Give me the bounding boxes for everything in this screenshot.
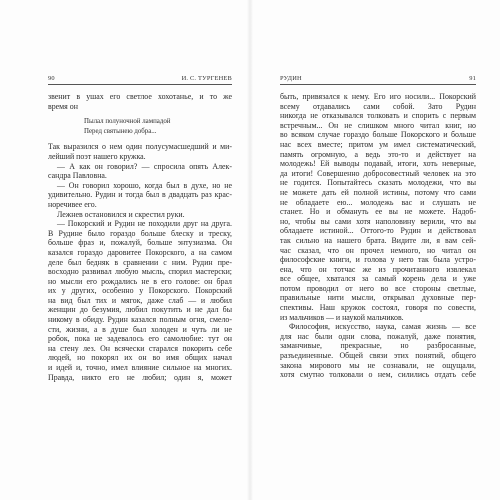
text-line: лейший поэт нашего кружка. [48,151,146,161]
text-line: сти, жизни, а в душе был холоден и чуть ли не [48,324,232,334]
right-page [250,0,500,500]
text-line: никому в обиду. Рудин казался полным огня, смело- [48,315,232,325]
text-line: никогда не отказывался толковать и спорить с первым [280,111,476,121]
text-line: заманчивые, прекрасные, но разбросанные, [280,341,476,351]
text-line: правильные нити мысли, открывал духовные пер- [280,293,476,303]
text-line: — Покорский и Рудин не походили друг на друга. [57,219,232,229]
running-title: РУДИН [280,75,302,82]
left-page-header [48,74,232,88]
text-line: робок, пока не задевалось его самолюбие: тут он [48,334,232,344]
text-line: сандра Павловна. [48,171,107,181]
page-number: 90 [48,75,55,82]
text-line: время он [48,101,78,111]
text-line: обладаете истиной... Оттого-то Рудин и действовал [280,226,476,236]
text-line: В Рудине было гораздо больше блеску и треску, [48,228,232,238]
left-page-text [48,92,232,382]
text-line: Так выразился о нем один полусумасшедший и ми- [48,142,232,152]
text-line: их у других, особенно у Покорского. Покорский [48,286,232,296]
text-line: звенит в ушах его светлое хохотанье, и то же [48,92,232,101]
text-line: но мысли его рождались не в его голове: он брал [48,276,232,286]
text-line: для нас были одни слова, пожалуй, даже понятия, [280,331,476,341]
text-line: не можете дать ей полной истины, потому что сами [280,187,476,197]
left-text-top [48,92,232,111]
text-line: женщин до безумия, любил покутить и не дал бы [48,305,232,315]
text-line: норечивее его. [48,199,97,209]
text-line: да итоги! Совершенно добросовестный человек на это [280,168,476,178]
text-line: философские книги, и голова у него так была устро- [280,255,476,265]
text-line: людей, но покорял их он во имя общих начал [48,353,232,363]
text-line: час сказал, что он прочел немного, но читал он [280,245,476,255]
text-line: — А как он говорил? — спросила опять Алек- [57,161,232,171]
text-line: закона мирового мы не сознавали, не ощущали, [280,360,476,370]
right-page-header [280,74,476,88]
text-line: быть, привязался к нему. Его иго носили... Покорский [280,92,476,101]
text-line: на вид был тих и мягок, даже слаб — и любил [48,295,232,305]
text-line: Правда, никто его не любил; один я, может [48,372,232,382]
text-line: казался гораздо даровитее Покорского, а на самом [48,247,232,257]
text-line: деле был бедняк в сравнении с ним. Рудин пре- [48,257,232,267]
text-line: на стену лез. Он всячески старался покорить себе [48,343,232,353]
text-line: Лежнев остановился и скрестил руки. [57,209,185,219]
text-line: хотя смутно толковали о нем, силились отдать себе [280,370,476,380]
header-rule [48,84,232,85]
text-line: разъединенные. Общей связи этих понятий, общего [280,351,476,361]
text-line: не годится. Попытайтесь сказать молодежи, что вы [280,178,476,188]
text-line: все общее, хватался за самый корень дела и уже [280,274,476,284]
text-line: так сильно на нашего брата. Видите ли, я вам сей- [280,235,476,245]
text-line: во всяком случае гораздо больше Покорского и больше [280,130,476,140]
text-line: удивительно. Рудин и тогда был в двадцать раз крас- [48,190,232,200]
text-line: — Он говорил хорошо, когда был в духе, но не [57,180,232,190]
text-line: потом проводил от него во все стороны светлые, [280,283,476,293]
verse-quote [48,117,232,136]
text-line: встречным... Он не слишком много читал книг, но [280,120,476,130]
text-line: память огромную, а ведь это-то и действует на [280,149,476,159]
text-line: всему отдавались сами собой. Зато Рудин [280,101,476,111]
verse-line: Пылал полуночной лампадой [84,118,171,126]
text-line: ена, что он тотчас же из прочитанного извлекал [280,264,476,274]
left-text-bottom [48,142,232,382]
header-rule [280,84,476,85]
text-line: нас всех вместе; притом ум имел систематический, [280,139,476,149]
text-line: восходно развивал любую мысль, спорил мастерски; [48,267,232,277]
text-line: спективы. Наш кружок состоял, говоря по совести, [280,303,476,313]
running-title: И. С. ТУРГЕНЕВ [181,75,232,82]
text-line: станет. Но и обмануть ее вы не можете. Надоб- [280,207,476,217]
right-page-text [280,92,476,380]
text-line: не обладаете ею... молодежь вас и слушать не [280,197,476,207]
text-line: но, чтобы вы сами хотя наполовину верили, что вы [280,216,476,226]
text-line: и идей и, точно, имел влияние сильное на многих. [48,363,232,373]
text-line: Философия, искусство, наука, самая жизнь — все [289,322,476,332]
left-page [0,0,249,500]
verse-line: Перед святынею добра... [84,127,157,135]
text-line: молодежь! Ей выводы подавай, итоги, хоть неверные, [280,159,476,169]
text-line: из мальчиков — и наукой мальчиков. [280,312,404,322]
text-line: больше фраз и, пожалуй, больше энтузиазма. Он [48,238,232,248]
page-number: 91 [469,75,476,82]
